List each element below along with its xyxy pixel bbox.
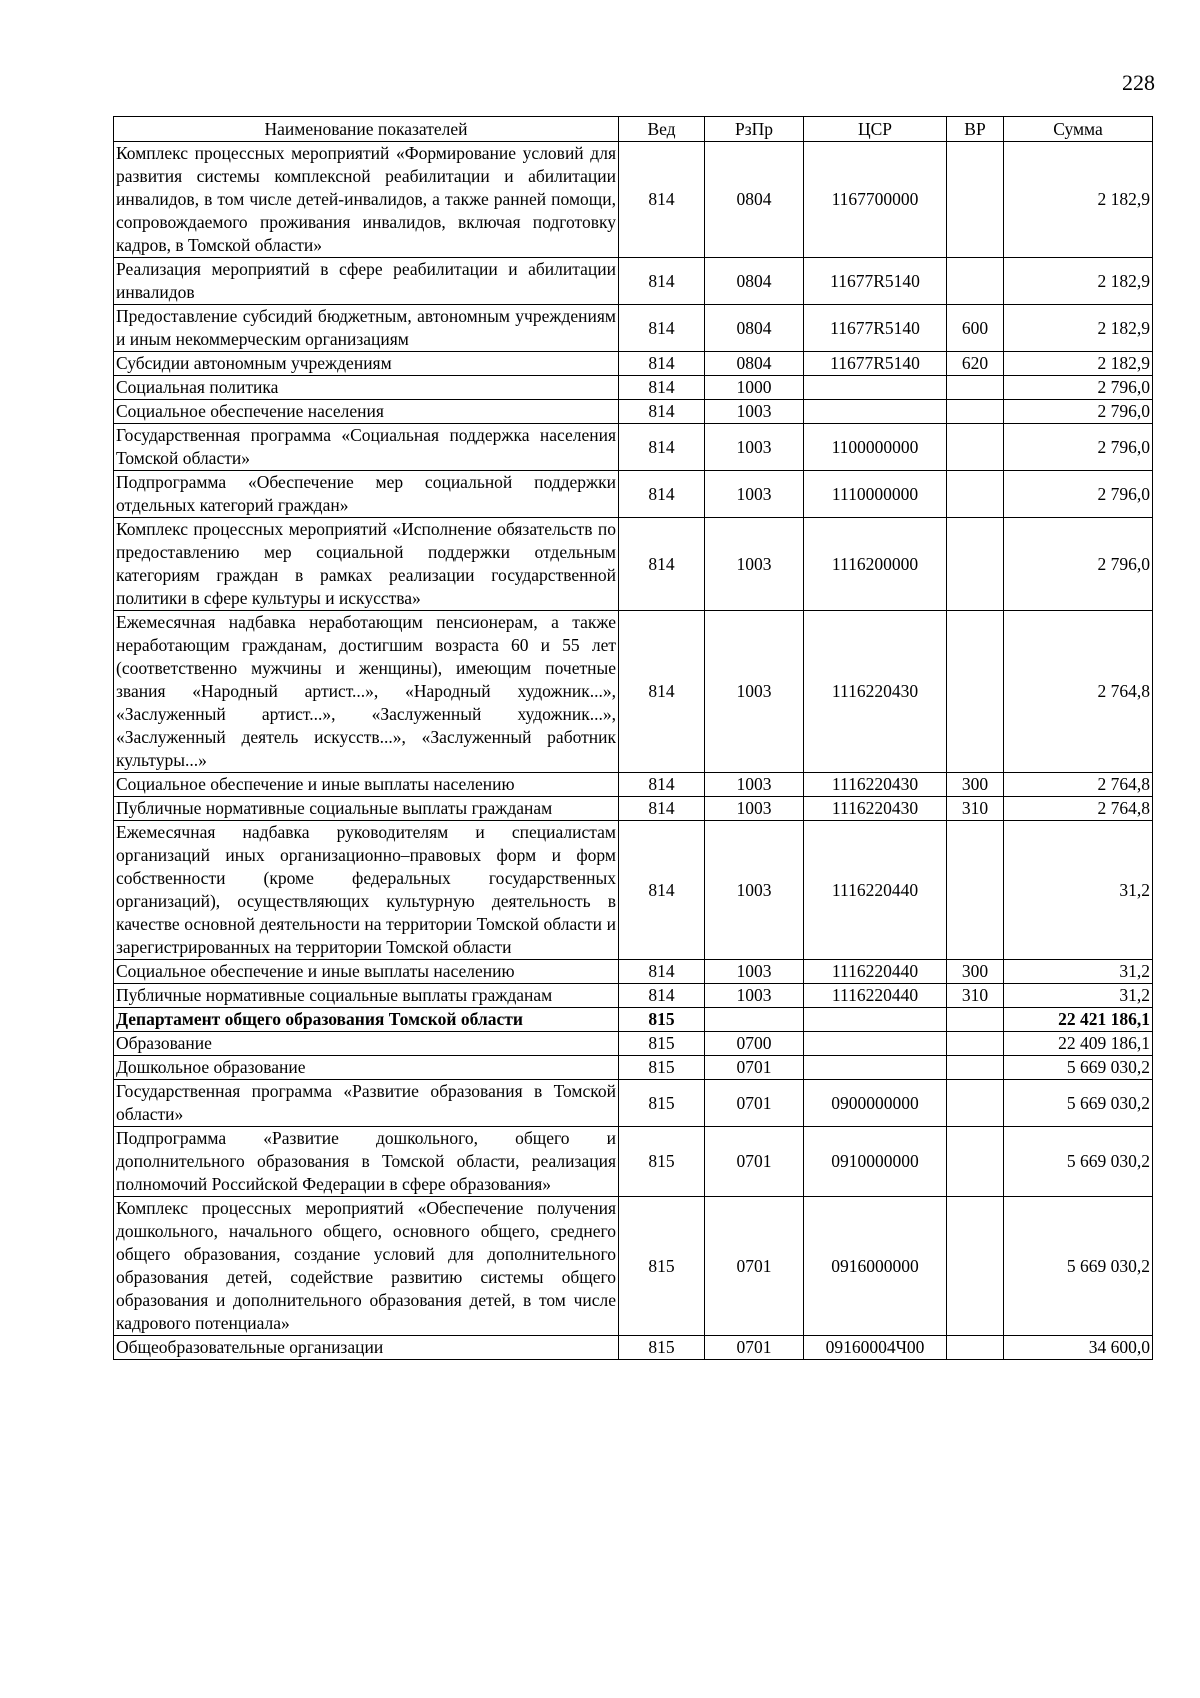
- cell-vr: [947, 1056, 1004, 1080]
- table-header-row: [114, 117, 1153, 142]
- cell-csr: 1110000000: [804, 471, 947, 518]
- cell-rzpr: 1003: [705, 821, 804, 960]
- cell-vr: [947, 821, 1004, 960]
- cell-ved: 815: [619, 1080, 705, 1127]
- cell-vr: [947, 376, 1004, 400]
- cell-vr: [947, 1197, 1004, 1336]
- cell-sum: 2 796,0: [1004, 376, 1153, 400]
- cell-ved: 814: [619, 471, 705, 518]
- cell-vr: [947, 258, 1004, 305]
- cell-sum: 2 182,9: [1004, 305, 1153, 352]
- cell-name: Комплекс процессных мероприятий «Обеспечение получения дошкольного, начального общего, основного общего, среднего общего образования, создание условий для дополнительного образования детей, содействие развитию системы общего образования и дополнительного образования детей, в том числе кадрового потенциала»: [114, 1197, 619, 1336]
- cell-name: Образование: [114, 1032, 619, 1056]
- cell-name: Реализация мероприятий в сфере реабилитации и абилитации инвалидов: [114, 258, 619, 305]
- table-row: [114, 424, 1153, 471]
- cell-rzpr: 0701: [705, 1197, 804, 1336]
- table-row: [114, 797, 1153, 821]
- cell-name: Дошкольное образование: [114, 1056, 619, 1080]
- table-row: [114, 1056, 1153, 1080]
- cell-csr: 1116220430: [804, 773, 947, 797]
- cell-csr: 11677R5140: [804, 305, 947, 352]
- cell-ved: 814: [619, 773, 705, 797]
- table-row: [114, 376, 1153, 400]
- cell-csr: 09160004Ч00: [804, 1336, 947, 1360]
- cell-rzpr: 1003: [705, 471, 804, 518]
- cell-name: Департамент общего образования Томской области: [114, 1008, 619, 1032]
- cell-rzpr: 0804: [705, 305, 804, 352]
- cell-sum: 22 421 186,1: [1004, 1008, 1153, 1032]
- cell-sum: 2 796,0: [1004, 471, 1153, 518]
- table-row: [114, 352, 1153, 376]
- cell-rzpr: 0804: [705, 352, 804, 376]
- budget-table: [113, 116, 1153, 1360]
- cell-ved: 814: [619, 352, 705, 376]
- cell-rzpr: 0701: [705, 1056, 804, 1080]
- cell-ved: 814: [619, 376, 705, 400]
- cell-sum: 2 182,9: [1004, 142, 1153, 258]
- cell-name: Публичные нормативные социальные выплаты гражданам: [114, 797, 619, 821]
- cell-vr: [947, 1008, 1004, 1032]
- table-row: [114, 471, 1153, 518]
- cell-ved: 814: [619, 400, 705, 424]
- cell-csr: 11677R5140: [804, 352, 947, 376]
- cell-csr: 11677R5140: [804, 258, 947, 305]
- header-sum: Сумма: [1004, 117, 1153, 142]
- cell-name: Государственная программа «Социальная поддержка населения Томской области»: [114, 424, 619, 471]
- cell-sum: 31,2: [1004, 984, 1153, 1008]
- cell-name: Подпрограмма «Обеспечение мер социальной поддержки отдельных категорий граждан»: [114, 471, 619, 518]
- cell-name: Субсидии автономным учреждениям: [114, 352, 619, 376]
- header-csr: ЦСР: [804, 117, 947, 142]
- cell-vr: 310: [947, 797, 1004, 821]
- table-row: [114, 1127, 1153, 1197]
- table-row: [114, 821, 1153, 960]
- cell-rzpr: 1003: [705, 960, 804, 984]
- header-rzpr: РзПр: [705, 117, 804, 142]
- table-row: [114, 258, 1153, 305]
- table-row: [114, 1080, 1153, 1127]
- table-row: [114, 305, 1153, 352]
- cell-ved: 815: [619, 1008, 705, 1032]
- cell-sum: 2 796,0: [1004, 400, 1153, 424]
- cell-vr: [947, 1336, 1004, 1360]
- cell-sum: 22 409 186,1: [1004, 1032, 1153, 1056]
- table-row: [114, 1032, 1153, 1056]
- cell-csr: [804, 400, 947, 424]
- cell-vr: 300: [947, 773, 1004, 797]
- cell-csr: 1116220440: [804, 960, 947, 984]
- cell-vr: [947, 424, 1004, 471]
- cell-name: Комплекс процессных мероприятий «Формирование условий для развития системы комплексной реабилитации и абилитации инвалидов, в том числе детей-инвалидов, а также ранней помощи, сопровождаемого проживания инвалидов, включая подготовку кадров, в Томской области»: [114, 142, 619, 258]
- cell-ved: 814: [619, 305, 705, 352]
- cell-ved: 814: [619, 142, 705, 258]
- cell-vr: [947, 1080, 1004, 1127]
- cell-csr: 0916000000: [804, 1197, 947, 1336]
- cell-rzpr: 0804: [705, 142, 804, 258]
- cell-csr: 1116220440: [804, 984, 947, 1008]
- cell-rzpr: 0701: [705, 1127, 804, 1197]
- cell-csr: 1100000000: [804, 424, 947, 471]
- cell-csr: 1116220440: [804, 821, 947, 960]
- cell-rzpr: 0701: [705, 1080, 804, 1127]
- cell-csr: [804, 1056, 947, 1080]
- cell-rzpr: 1003: [705, 424, 804, 471]
- table-row: [114, 611, 1153, 773]
- cell-csr: 1167700000: [804, 142, 947, 258]
- cell-name: Социальное обеспечение и иные выплаты населению: [114, 773, 619, 797]
- cell-rzpr: 1003: [705, 518, 804, 611]
- cell-csr: 1116220430: [804, 797, 947, 821]
- cell-sum: 34 600,0: [1004, 1336, 1153, 1360]
- cell-vr: [947, 518, 1004, 611]
- header-name: Наименование показателей: [114, 117, 619, 142]
- table-row: [114, 518, 1153, 611]
- cell-ved: 814: [619, 984, 705, 1008]
- table-row: [114, 984, 1153, 1008]
- header-vr: ВР: [947, 117, 1004, 142]
- table-row: [114, 1008, 1153, 1032]
- cell-name: Публичные нормативные социальные выплаты гражданам: [114, 984, 619, 1008]
- cell-name: Ежемесячная надбавка руководителям и специалистам организаций иных организационно–правовых форм и форм собственности (кроме федеральных государственных организаций), осуществляющих культурную деятельность в качестве основной деятельности на территории Томской области и зарегистрированных на территории Томской области: [114, 821, 619, 960]
- cell-sum: 5 669 030,2: [1004, 1080, 1153, 1127]
- cell-ved: 814: [619, 821, 705, 960]
- cell-sum: 5 669 030,2: [1004, 1127, 1153, 1197]
- header-ved: Вед: [619, 117, 705, 142]
- cell-csr: [804, 1008, 947, 1032]
- cell-sum: 2 764,8: [1004, 773, 1153, 797]
- cell-vr: 300: [947, 960, 1004, 984]
- cell-csr: [804, 1032, 947, 1056]
- cell-sum: 5 669 030,2: [1004, 1056, 1153, 1080]
- table-row: [114, 400, 1153, 424]
- cell-rzpr: 0701: [705, 1336, 804, 1360]
- cell-vr: 620: [947, 352, 1004, 376]
- cell-name: Подпрограмма «Развитие дошкольного, общего и дополнительного образования в Томской области, реализация полномочий Российской Федерации в сфере образования»: [114, 1127, 619, 1197]
- cell-vr: [947, 400, 1004, 424]
- cell-ved: 814: [619, 797, 705, 821]
- cell-ved: 815: [619, 1197, 705, 1336]
- table-row: [114, 142, 1153, 258]
- cell-sum: 31,2: [1004, 821, 1153, 960]
- cell-name: Общеобразовательные организации: [114, 1336, 619, 1360]
- cell-csr: 0900000000: [804, 1080, 947, 1127]
- cell-vr: [947, 1032, 1004, 1056]
- cell-vr: [947, 611, 1004, 773]
- cell-ved: 814: [619, 258, 705, 305]
- cell-ved: 814: [619, 518, 705, 611]
- cell-sum: 2 182,9: [1004, 258, 1153, 305]
- cell-csr: 1116220430: [804, 611, 947, 773]
- cell-sum: 31,2: [1004, 960, 1153, 984]
- cell-vr: 310: [947, 984, 1004, 1008]
- cell-name: Комплекс процессных мероприятий «Исполнение обязательств по предоставлению мер социальной поддержки отдельным категориям граждан в рамках реализации государственной политики в сфере культуры и искусства»: [114, 518, 619, 611]
- cell-rzpr: 1003: [705, 797, 804, 821]
- table-row: [114, 1197, 1153, 1336]
- cell-ved: 814: [619, 611, 705, 773]
- cell-rzpr: 0804: [705, 258, 804, 305]
- cell-name: Предоставление субсидий бюджетным, автономным учреждениям и иным некоммерческим организациям: [114, 305, 619, 352]
- table-row: [114, 960, 1153, 984]
- cell-sum: 2 764,8: [1004, 797, 1153, 821]
- cell-sum: 2 182,9: [1004, 352, 1153, 376]
- cell-vr: 600: [947, 305, 1004, 352]
- table-row: [114, 773, 1153, 797]
- cell-name: Социальная политика: [114, 376, 619, 400]
- cell-rzpr: 1003: [705, 400, 804, 424]
- cell-vr: [947, 471, 1004, 518]
- cell-rzpr: [705, 1008, 804, 1032]
- cell-rzpr: 1003: [705, 984, 804, 1008]
- cell-rzpr: 1003: [705, 611, 804, 773]
- cell-sum: 5 669 030,2: [1004, 1197, 1153, 1336]
- cell-ved: 815: [619, 1127, 705, 1197]
- cell-ved: 814: [619, 960, 705, 984]
- cell-ved: 815: [619, 1032, 705, 1056]
- cell-rzpr: 0700: [705, 1032, 804, 1056]
- cell-vr: [947, 142, 1004, 258]
- cell-ved: 814: [619, 424, 705, 471]
- cell-vr: [947, 1127, 1004, 1197]
- cell-name: Социальное обеспечение и иные выплаты населению: [114, 960, 619, 984]
- table-body: [114, 142, 1153, 1360]
- cell-name: Государственная программа «Развитие образования в Томской области»: [114, 1080, 619, 1127]
- cell-rzpr: 1000: [705, 376, 804, 400]
- cell-name: Ежемесячная надбавка неработающим пенсионерам, а также неработающим гражданам, достигшим возраста 60 и 55 лет (соответственно мужчины и женщины), имеющим почетные звания «Народный артист...», «Народный художник...», «Заслуженный артист...», «Заслуженный художник...», «Заслуженный деятель искусств...», «Заслуженный работник культуры...»: [114, 611, 619, 773]
- cell-rzpr: 1003: [705, 773, 804, 797]
- cell-csr: 0910000000: [804, 1127, 947, 1197]
- cell-sum: 2 764,8: [1004, 611, 1153, 773]
- cell-name: Социальное обеспечение населения: [114, 400, 619, 424]
- cell-csr: [804, 376, 947, 400]
- cell-sum: 2 796,0: [1004, 518, 1153, 611]
- cell-ved: 815: [619, 1336, 705, 1360]
- cell-sum: 2 796,0: [1004, 424, 1153, 471]
- cell-ved: 815: [619, 1056, 705, 1080]
- page-number: 228: [1122, 70, 1155, 95]
- table-row: [114, 1336, 1153, 1360]
- cell-csr: 1116200000: [804, 518, 947, 611]
